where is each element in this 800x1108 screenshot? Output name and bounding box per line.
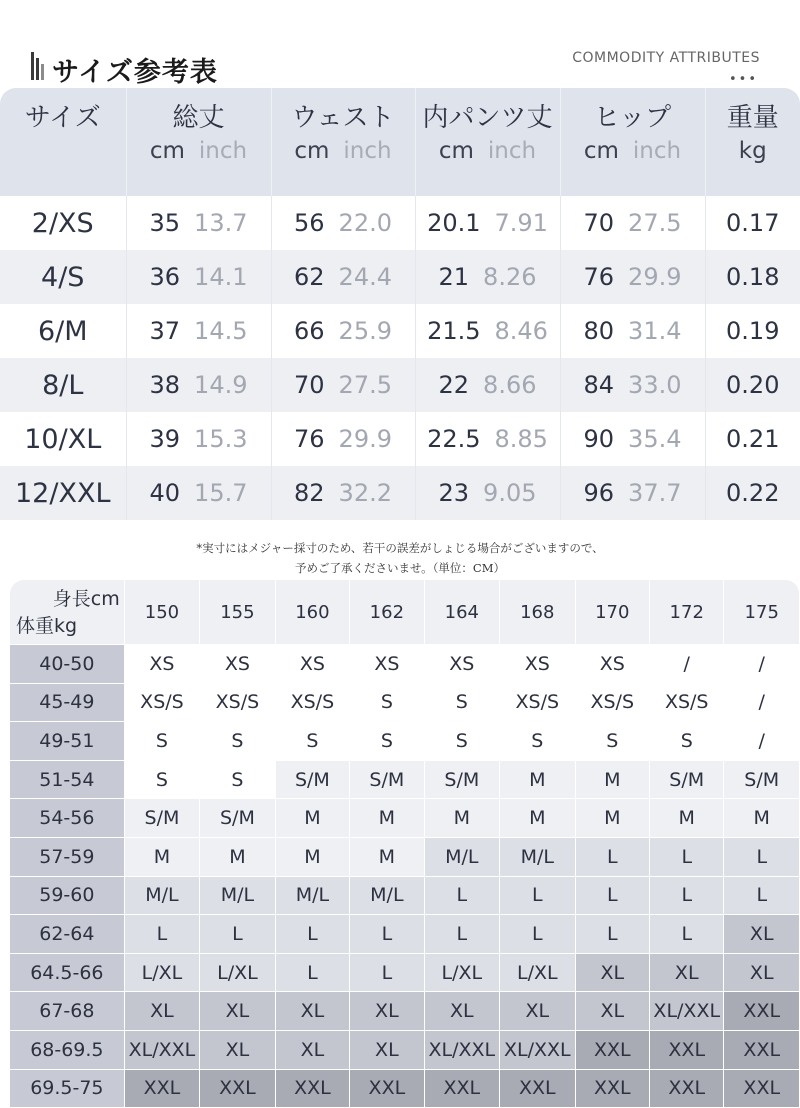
title-bars-icon: [31, 52, 45, 80]
recommended-size-cell: S: [200, 722, 275, 761]
measure-cell: [271, 358, 415, 412]
size-name-cell: 12/XXL: [0, 466, 126, 520]
recommended-size-cell: XS: [350, 645, 424, 684]
recommended-size-cell: XS: [500, 645, 575, 684]
recommended-size-cell: L: [276, 954, 350, 993]
cm-value: 90: [583, 425, 615, 453]
inch-value: 13.7: [194, 209, 248, 237]
recommended-size-cell: L/XL: [500, 954, 575, 993]
recommended-size-cell: XL: [576, 992, 650, 1031]
header-hip: ヒップ cm inch: [560, 88, 705, 196]
cm-value: 80: [583, 317, 615, 345]
recommended-size-cell: XXL: [276, 1070, 350, 1108]
recommended-size-cell: XS/S: [200, 684, 275, 723]
measure-cell: [560, 466, 705, 520]
inch-value: 8.46: [494, 317, 548, 345]
height-weight-corner: [10, 580, 125, 645]
weight-cell: 0.19: [726, 317, 780, 345]
cm-value: 40: [149, 479, 181, 507]
recommended-size-cell: M: [125, 838, 200, 877]
weight-range-cell: 49-51: [10, 722, 125, 761]
recommended-size-cell: L: [425, 915, 500, 954]
recommended-size-cell: XL: [500, 992, 575, 1031]
recommended-size-cell: XL: [200, 1031, 275, 1070]
measurement-note: [0, 538, 800, 578]
recommended-size-cell: L/XL: [200, 954, 275, 993]
recommended-size-cell: L: [650, 838, 724, 877]
recommended-size-cell: XXL: [350, 1070, 424, 1108]
recommended-size-cell: M: [500, 761, 575, 800]
recommended-size-cell: S/M: [425, 761, 500, 800]
inch-value: 8.85: [494, 425, 548, 453]
recommended-size-cell: L: [650, 877, 724, 916]
recommended-size-cell: XXL: [576, 1070, 650, 1108]
height-header: 160: [276, 580, 350, 645]
weight-row: [10, 1031, 800, 1070]
recommended-size-cell: L: [576, 838, 650, 877]
recommended-size-cell: S: [576, 722, 650, 761]
recommended-size-cell: L: [576, 877, 650, 916]
cm-value: 22: [438, 371, 470, 399]
recommended-size-cell: XL: [576, 954, 650, 993]
measure-cell: [415, 196, 560, 250]
page-title: サイズ参考表: [52, 57, 218, 88]
size-name-cell: 8/L: [0, 358, 126, 412]
recommended-size-cell: M: [425, 799, 500, 838]
height-weight-table: [10, 580, 800, 1108]
inch-value: 29.9: [338, 425, 392, 453]
dots-icon: •••: [728, 72, 758, 87]
weight-range-cell: 59-60: [10, 877, 125, 916]
measure-cell: [560, 358, 705, 412]
header-waist: ウェスト cm inch: [271, 88, 415, 196]
recommended-size-cell: S: [650, 722, 724, 761]
recommended-size-cell: XL/XXL: [125, 1031, 200, 1070]
weight-range-cell: 62-64: [10, 915, 125, 954]
measure-cell: [560, 196, 705, 250]
measure-cell: [271, 412, 415, 466]
recommended-size-cell: L: [200, 915, 275, 954]
measure-cell: [415, 466, 560, 520]
header-size: サイズ: [0, 88, 126, 196]
cm-value: 70: [294, 371, 325, 399]
inch-value: 14.1: [194, 263, 248, 291]
cm-value: 38: [149, 371, 181, 399]
weight-cell: 0.22: [705, 466, 800, 520]
height-axis-label: 身長cm: [52, 588, 120, 610]
recommended-size-cell: XL/XXL: [425, 1031, 500, 1070]
height-header: 162: [350, 580, 424, 645]
header-weight: 重量 kg: [705, 88, 800, 196]
recommended-size-cell: L/XL: [425, 954, 500, 993]
recommended-size-cell: S/M: [724, 761, 800, 800]
cm-value: 23: [438, 479, 470, 507]
inch-value: 32.2: [338, 479, 392, 507]
recommended-size-cell: M/L: [500, 838, 575, 877]
recommended-size-cell: XS/S: [276, 684, 350, 723]
weight-range-cell: 57-59: [10, 838, 125, 877]
recommended-size-cell: S/M: [350, 761, 424, 800]
measure-cell: [560, 412, 705, 466]
recommended-size-cell: XL: [650, 954, 724, 993]
recommended-size-cell: L: [276, 915, 350, 954]
recommended-size-cell: L: [500, 877, 575, 916]
weight-row: [10, 877, 800, 916]
recommended-size-cell: XXL: [650, 1031, 724, 1070]
inch-value: 37.7: [628, 479, 682, 507]
measure-cell: [415, 304, 560, 358]
recommended-size-cell: XL: [724, 954, 800, 993]
recommended-size-cell: M: [200, 838, 275, 877]
recommended-size-cell: XXL: [125, 1070, 200, 1108]
measure-cell: [271, 304, 415, 358]
weight-row: [10, 684, 800, 723]
inch-value: 31.4: [628, 317, 682, 345]
header-length: 総丈 cm inch: [126, 88, 271, 196]
cm-value: 76: [294, 425, 325, 453]
height-header: 155: [200, 580, 275, 645]
inch-value: 22.0: [338, 209, 392, 237]
inch-value: 25.9: [338, 317, 392, 345]
measure-cell: [126, 196, 271, 250]
inch-value: 14.5: [194, 317, 248, 345]
weight-axis-label: 体重kg: [16, 615, 78, 637]
weight-row: [10, 645, 800, 684]
cm-value: 66: [294, 317, 325, 345]
weight-range-cell: 67-68: [10, 992, 125, 1031]
recommended-size-cell: S/M: [276, 761, 350, 800]
inch-value: 9.05: [483, 479, 537, 507]
cm-value: 62: [294, 263, 325, 291]
size-row: [0, 466, 800, 520]
recommended-size-cell: XL: [350, 992, 424, 1031]
cm-value: 84: [583, 371, 615, 399]
recommended-size-cell: L: [125, 915, 200, 954]
recommended-size-cell: L: [576, 915, 650, 954]
weight-row: [10, 761, 800, 800]
weight-cell: 0.20: [705, 358, 800, 412]
recommended-size-cell: /: [650, 645, 724, 684]
recommended-size-cell: /: [724, 684, 800, 723]
inch-value: 15.7: [194, 479, 248, 507]
weight-range-cell: 40-50: [10, 645, 125, 684]
height-header: 170: [576, 580, 650, 645]
recommended-size-cell: S/M: [200, 799, 275, 838]
recommended-size-cell: L: [724, 838, 800, 877]
cm-value: 56: [294, 209, 325, 237]
cm-value: 36: [149, 263, 181, 291]
height-header: 172: [650, 580, 724, 645]
measure-cell: [415, 250, 560, 304]
measure-cell: [560, 304, 705, 358]
weight-row: [10, 954, 800, 993]
cm-value: 82: [294, 479, 325, 507]
size-row: [0, 412, 800, 466]
recommended-size-cell: S: [350, 722, 424, 761]
recommended-size-cell: /: [724, 645, 800, 684]
recommended-size-cell: XS: [200, 645, 275, 684]
cm-value: 37: [149, 317, 181, 345]
size-row: [0, 304, 800, 358]
recommended-size-cell: XXL: [500, 1070, 575, 1108]
note-line-2: 予めご了承くださいませ。（単位：CM）: [295, 561, 505, 575]
recommended-size-cell: XS/S: [500, 684, 575, 723]
recommended-size-cell: M: [276, 838, 350, 877]
weight-row: [10, 915, 800, 954]
measure-cell: [126, 304, 271, 358]
recommended-size-cell: L: [500, 915, 575, 954]
measure-cell: [415, 358, 560, 412]
recommended-size-cell: S/M: [125, 799, 200, 838]
recommended-size-cell: M/L: [350, 877, 424, 916]
recommended-size-cell: M: [350, 838, 424, 877]
size-row: [0, 250, 800, 304]
recommended-size-cell: XL: [276, 992, 350, 1031]
weight-range-cell: 64.5-66: [10, 954, 125, 993]
weight-row: [10, 1070, 800, 1108]
note-line-1: *実寸にはメジャー採寸のため、若干の誤差がしょじる場合がございますので、: [196, 541, 604, 555]
measure-cell: [126, 466, 271, 520]
weight-range-cell: 54-56: [10, 799, 125, 838]
recommended-size-cell: S: [125, 761, 200, 800]
page-header: [0, 0, 800, 88]
header-inseam: 内パンツ丈 cm inch: [415, 88, 560, 196]
recommended-size-cell: M: [276, 799, 350, 838]
cm-value: 76: [583, 263, 615, 291]
recommended-size-cell: XL: [125, 992, 200, 1031]
measure-cell: [271, 250, 415, 304]
recommended-size-cell: M/L: [276, 877, 350, 916]
recommended-size-cell: L/XL: [125, 954, 200, 993]
inch-value: 27.5: [338, 371, 392, 399]
measure-cell: [271, 466, 415, 520]
measure-cell: [415, 412, 560, 466]
recommended-size-cell: M/L: [125, 877, 200, 916]
weight-cell: 0.17: [726, 209, 780, 237]
cm-value: 70: [583, 209, 615, 237]
recommended-size-cell: XS/S: [650, 684, 724, 723]
cm-value: 96: [583, 479, 615, 507]
recommended-size-cell: XXL: [724, 1070, 800, 1108]
recommended-size-cell: M: [576, 761, 650, 800]
recommended-size-cell: M/L: [425, 838, 500, 877]
recommended-size-cell: M: [724, 799, 800, 838]
recommended-size-cell: S: [500, 722, 575, 761]
recommended-size-cell: XXL: [576, 1031, 650, 1070]
recommended-size-cell: XXL: [425, 1070, 500, 1108]
height-header: 168: [500, 580, 575, 645]
recommended-size-cell: XS: [425, 645, 500, 684]
recommended-size-cell: XXL: [650, 1070, 724, 1108]
measure-cell: [126, 250, 271, 304]
recommended-size-cell: XL: [724, 915, 800, 954]
inch-value: 27.5: [628, 209, 682, 237]
weight-range-cell: 68-69.5: [10, 1031, 125, 1070]
size-name-cell: 2/XS: [0, 196, 126, 250]
height-header: 164: [425, 580, 500, 645]
inch-value: 35.4: [628, 425, 682, 453]
cm-value: 21: [438, 263, 470, 291]
recommended-size-cell: M: [500, 799, 575, 838]
inch-value: 15.3: [194, 425, 248, 453]
size-table: [0, 88, 800, 520]
recommended-size-cell: XS: [276, 645, 350, 684]
inch-value: 33.0: [628, 371, 682, 399]
recommended-size-cell: XS/S: [576, 684, 650, 723]
weight-row: [10, 838, 800, 877]
size-row: [0, 358, 800, 412]
recommended-size-cell: XS: [576, 645, 650, 684]
recommended-size-cell: /: [724, 722, 800, 761]
recommended-size-cell: S: [276, 722, 350, 761]
recommended-size-cell: M: [350, 799, 424, 838]
recommended-size-cell: XL/XXL: [650, 992, 724, 1031]
recommended-size-cell: S/M: [650, 761, 724, 800]
weight-cell: 0.21: [726, 425, 780, 453]
measure-cell: [126, 358, 271, 412]
size-table-header: [0, 88, 800, 196]
cm-value: 20.1: [427, 209, 481, 237]
recommended-size-cell: M: [576, 799, 650, 838]
height-header: 175: [724, 580, 800, 645]
recommended-size-cell: L: [724, 877, 800, 916]
recommended-size-cell: S: [125, 722, 200, 761]
weight-range-cell: 51-54: [10, 761, 125, 800]
recommended-size-cell: XXL: [200, 1070, 275, 1108]
recommended-size-cell: XXL: [724, 992, 800, 1031]
recommended-size-cell: XL: [425, 992, 500, 1031]
inch-value: 7.91: [494, 209, 548, 237]
size-name-cell: 4/S: [0, 250, 126, 304]
recommended-size-cell: S: [425, 722, 500, 761]
recommended-size-cell: XL/XXL: [500, 1031, 575, 1070]
recommended-size-cell: L: [350, 915, 424, 954]
recommended-size-cell: XS: [125, 645, 200, 684]
inch-value: 8.66: [483, 371, 537, 399]
cm-value: 22.5: [427, 425, 481, 453]
weight-range-cell: 45-49: [10, 684, 125, 723]
cm-value: 39: [149, 425, 181, 453]
inch-value: 14.9: [194, 371, 248, 399]
size-name-cell: 10/XL: [0, 412, 126, 466]
weight-range-cell: 69.5-75: [10, 1070, 125, 1108]
recommended-size-cell: L: [425, 877, 500, 916]
recommended-size-cell: XXL: [724, 1031, 800, 1070]
recommended-size-cell: XL: [350, 1031, 424, 1070]
inch-value: 29.9: [628, 263, 682, 291]
cm-value: 21.5: [427, 317, 481, 345]
measure-cell: [271, 196, 415, 250]
size-row: [0, 196, 800, 250]
recommended-size-cell: M: [650, 799, 724, 838]
recommended-size-cell: S: [425, 684, 500, 723]
recommended-size-cell: XL: [200, 992, 275, 1031]
height-header: 150: [125, 580, 200, 645]
cm-value: 35: [149, 209, 181, 237]
weight-row: [10, 799, 800, 838]
size-name-cell: 6/M: [0, 304, 126, 358]
weight-cell: 0.18: [705, 250, 800, 304]
weight-row: [10, 722, 800, 761]
recommended-size-cell: S: [200, 761, 275, 800]
weight-row: [10, 992, 800, 1031]
recommended-size-cell: S: [350, 684, 424, 723]
inch-value: 8.26: [483, 263, 537, 291]
recommended-size-cell: XL: [276, 1031, 350, 1070]
commodity-attributes-label: COMMODITY ATTRIBUTES: [572, 50, 760, 66]
inch-value: 24.4: [338, 263, 392, 291]
measure-cell: [560, 250, 705, 304]
recommended-size-cell: M/L: [200, 877, 275, 916]
recommended-size-cell: XS/S: [125, 684, 200, 723]
recommended-size-cell: L: [650, 915, 724, 954]
recommended-size-cell: L: [350, 954, 424, 993]
measure-cell: [126, 412, 271, 466]
